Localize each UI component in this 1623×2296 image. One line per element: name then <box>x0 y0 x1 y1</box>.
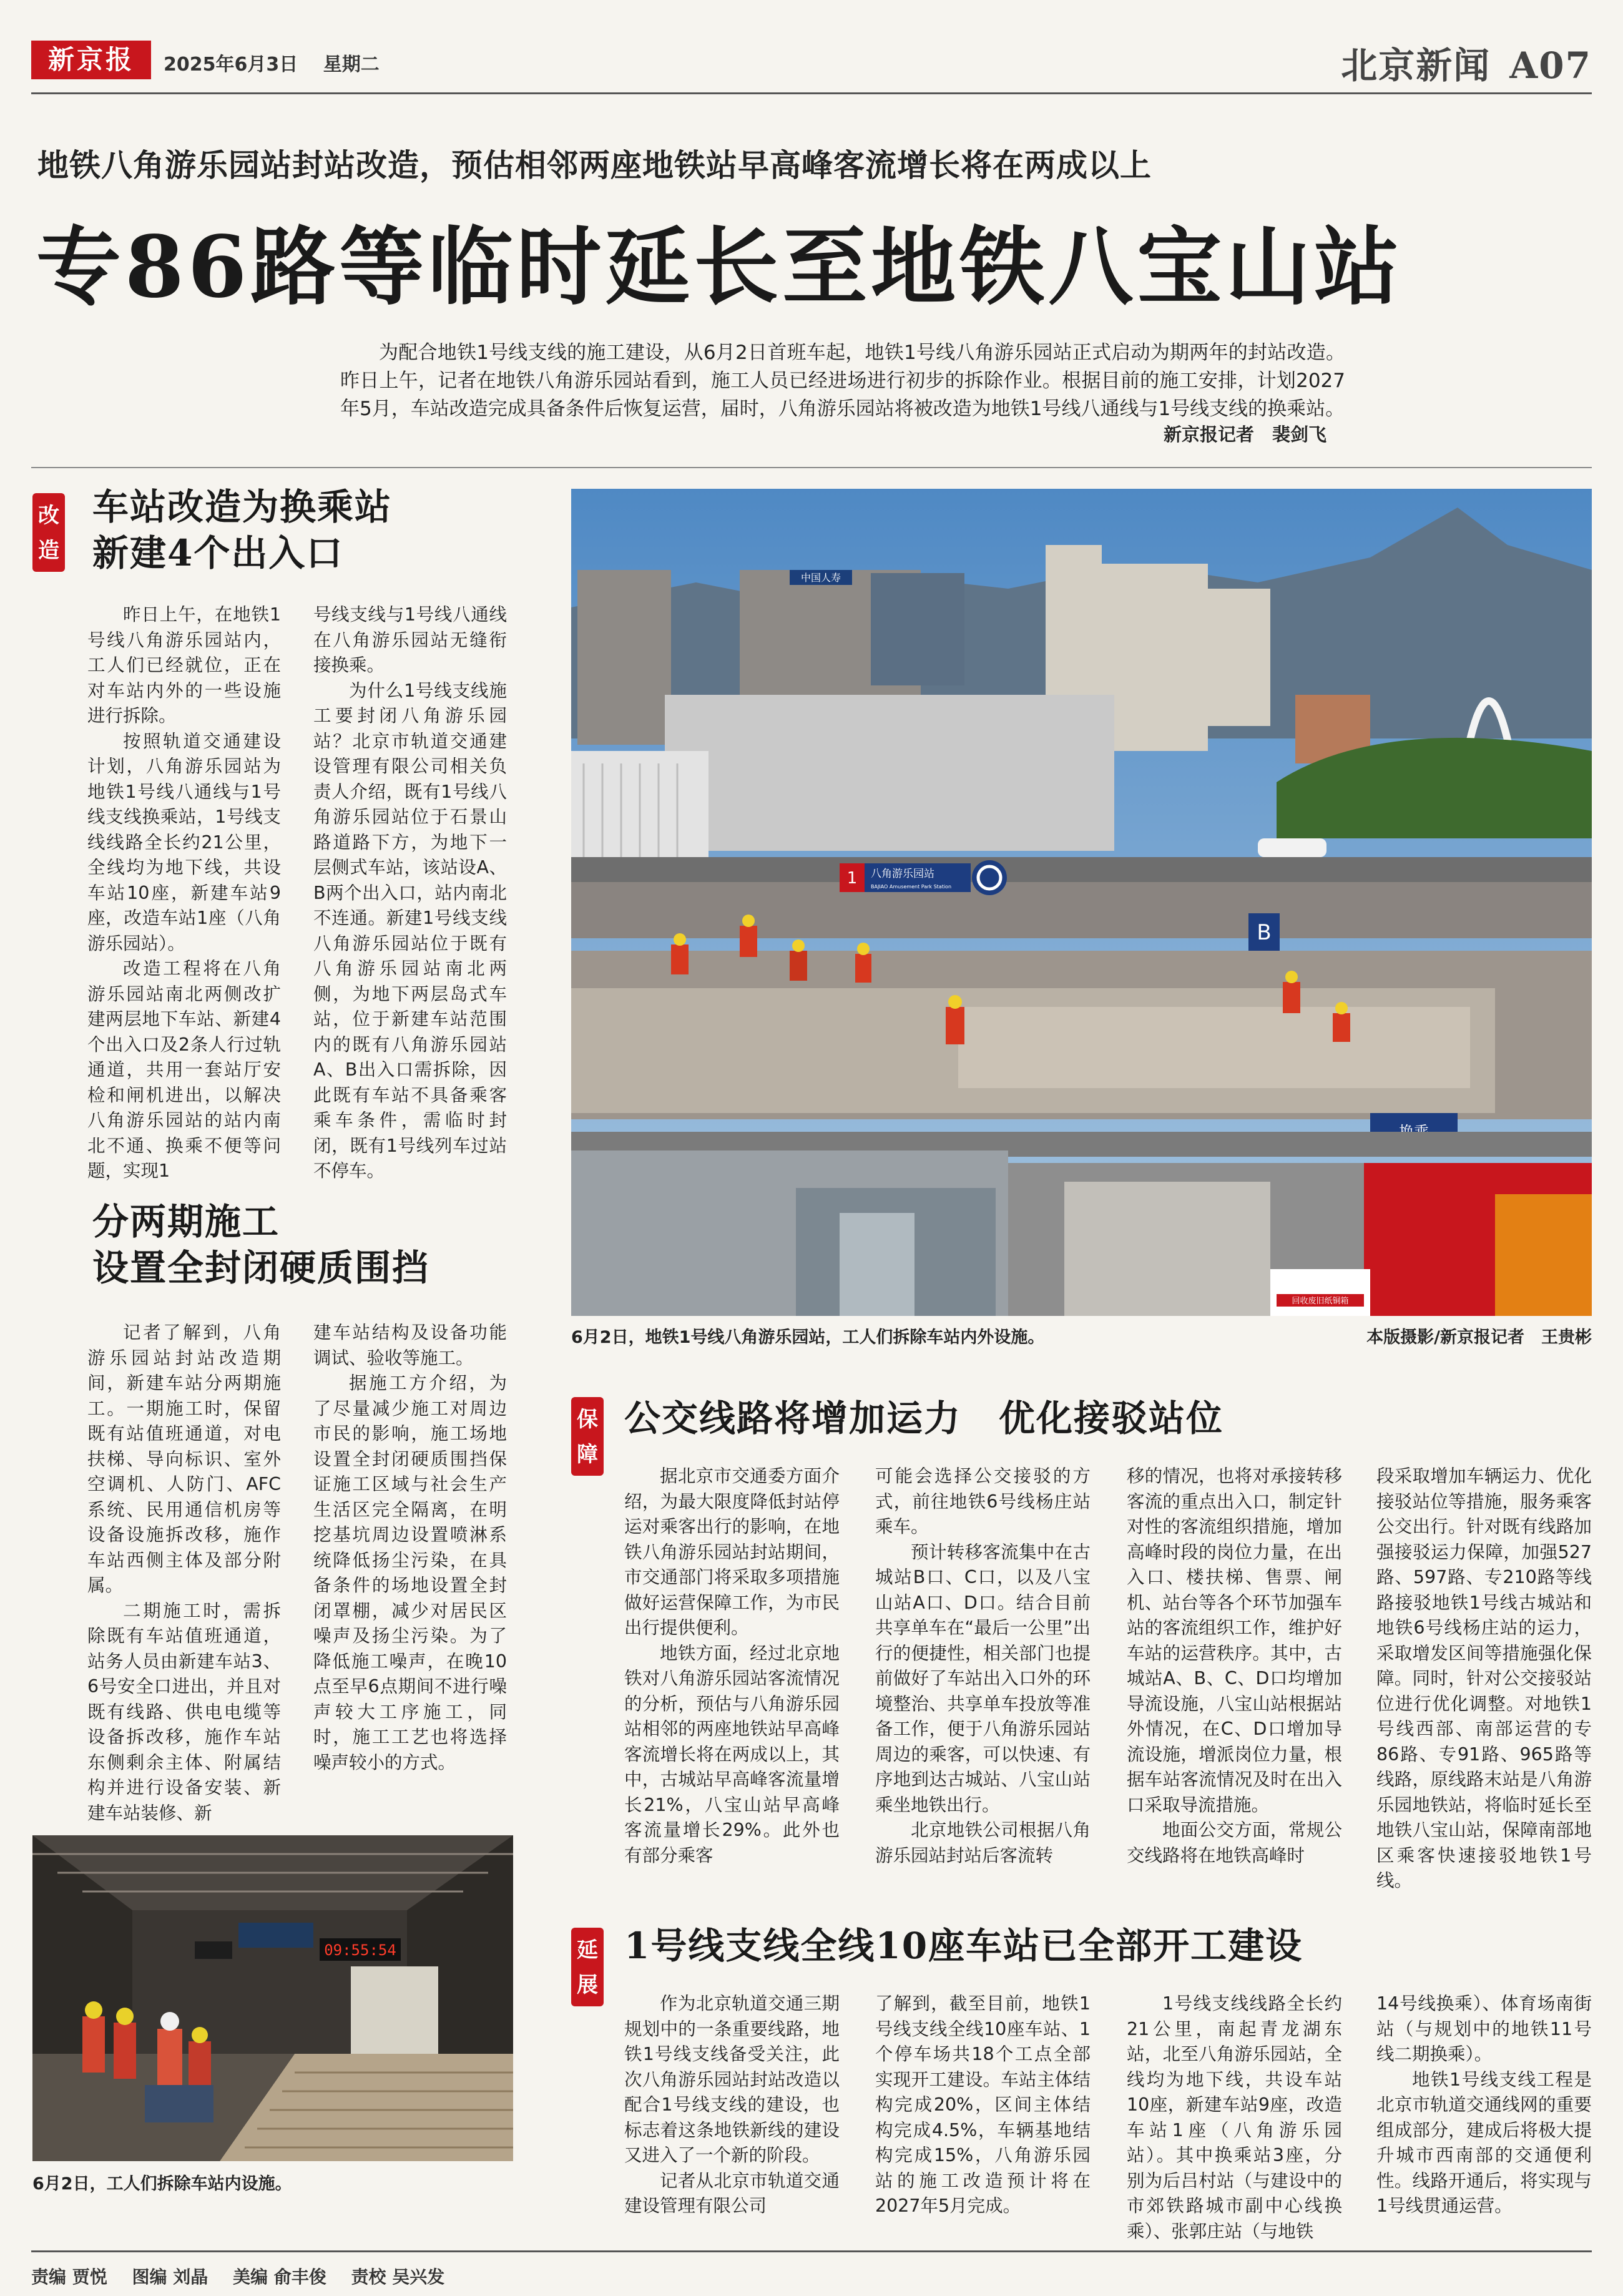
paragraph: 昨日上午，在地铁1号线八角游乐园站内，工人们已经就位，正在对车站内外的一些设施进行拆除。 <box>87 604 281 726</box>
section2-title-line2: 设置全封闭硬质围挡 <box>92 1247 430 1289</box>
section2-col2 <box>313 1320 507 1775</box>
headline-kicker: 地铁八角游乐园站封站改造，预估相邻两座地铁站早高峰客流增长将在两成以上 <box>37 147 1152 184</box>
paragraph: 可能会选择公交接驳的方式，前往地铁6号线杨庄站乘车。 <box>875 1466 1091 1537</box>
paragraph: 记者从北京市轨道交通建设管理有限公司 <box>624 2170 840 2216</box>
paragraph: 了解到，截至目前，地铁1号线支线全线10座车站、1个停车场共18个工点全部实现开工建设。车站主体结构完成20%，区间主体结构完成4.5%，车辆基地结构完成15%，八角游乐园站的施工改造预计将在2027年5月完成。 <box>875 1993 1091 2216</box>
paragraph: 14号线换乘）、体育场南街站（与规划中的地铁11号线二期换乘）。 <box>1376 1993 1592 2064</box>
section-tag-yanzhan: 延展 <box>571 1928 604 2006</box>
design-credit: 美编 俞丰俊 <box>233 2267 326 2287</box>
section1-title-line1: 车站改造为换乘站 <box>92 486 393 528</box>
byline: 新京报记者 裴剑飞 <box>1163 424 1326 445</box>
section4-col4 <box>1376 1991 1592 2219</box>
paragraph: 为什么1号线支线施工要封闭八角游乐园站？北京市轨道交通建设管理有限公司相关负责人介绍，既有1号线八角游乐园站位于石景山路道路下方，为地下一层侧式车站，该站设A、B两个出入口，站内南北不连通。新建1号线支线八角游乐园站位于既有八角游乐园站南北两侧，为地下两层岛式车站，位于新建车站范围内的既有八角游乐园站A、B出入口需拆除，因此既有车站不具备乘客乘车条件，需临时封闭，既有1号线列车过站不停车。 <box>313 680 507 1181</box>
paragraph: 二期施工时，需拆除既有车站值班通道，站务人员由新建车站3、6号安全口进出，并且对既有线路、供电电缆等设备拆改移，施作车站东侧剩余主体、附属结构并进行设备安装、新建车站装修、新 <box>87 1600 281 1823</box>
station-interior-illustration <box>32 1835 513 2161</box>
issue-date <box>164 49 398 76</box>
proof-credit: 责校 吴兴发 <box>351 2267 445 2287</box>
newspaper-logo: 新京报 <box>31 41 151 79</box>
section1-title-line2: 新建4个出入口 <box>92 532 344 574</box>
section2-title <box>92 1199 429 1291</box>
paragraph: 记者了解到，八角游乐园站封站改造期间，新建车站分两期施工。一期施工时，保留既有站值班通道，对电扶梯、导向标识、室外空调机、人防门、AFC系统、民用通信机房等设备设施拆改移，施作车站西侧主体及部分附属。 <box>87 1322 281 1596</box>
paragraph: 改造工程将在八角游乐园站南北两侧改扩建两层地下车站、新建4个出入口及2条人行过轨通道，共用一套站厅安检和闸机进出，以解决八角游乐园站的站内南北不通、换乘不便等问题，实现1 <box>87 958 281 1181</box>
station-interior-photo <box>32 1835 513 2161</box>
paragraph: 北京地铁公司根据八角游乐园站封站后客流转 <box>875 1820 1091 1866</box>
section4-col1 <box>624 1991 840 2219</box>
paragraph: 号线支线与1号线八通线在八角游乐园站无缝衔接换乘。 <box>313 604 507 675</box>
weekday-text: 星期二 <box>323 54 380 76</box>
paragraph: 建车站结构及设备功能调试、验收等施工。 <box>313 1322 507 1368</box>
small-photo-caption: 6月2日，工人们拆除车站内设施。 <box>32 2174 292 2194</box>
lead-paragraph: 为配合地铁1号线支线的施工建设，从6月2日首班车起，地铁1号线八角游乐园站正式启动为期两年的封站改造。昨日上午，记者在地铁八角游乐园站看到，施工人员已经进场进行初步的拆除作业。根据目前的施工安排，计划2027年5月，车站改造完成具备条件后恢复运营，届时，八角游乐园站将被改造为地铁1号线八通线与1号线支线的换乘站。 <box>340 341 1345 420</box>
editor-credit: 责编 贾悦 <box>31 2267 107 2287</box>
paragraph: 地面公交方面，常规公交线路将在地铁高峰时 <box>1127 1820 1342 1866</box>
editorial-credits <box>31 2264 463 2289</box>
footer-divider <box>31 2250 1592 2252</box>
section1-col2 <box>313 602 507 1184</box>
section3-col3 <box>1127 1464 1342 1868</box>
lead-divider <box>31 467 1592 468</box>
section-tag-baozhang: 保障 <box>571 1397 604 1476</box>
date-text: 2025年6月3日 <box>164 54 298 76</box>
paragraph: 作为北京轨道交通三期规划中的一条重要线路，地铁1号线支线备受关注，此次八角游乐园站封站改造以配合1号线支线的建设，也标志着这条地铁新线的建设又进入了一个新的阶段。 <box>624 1993 840 2166</box>
construction-site-illustration <box>571 489 1592 1316</box>
section3-title: 公交线路将增加运力 优化接驳站位 <box>624 1397 1224 1440</box>
section4-title: 1号线支线全线10座车站已全部开工建设 <box>624 1925 1303 1967</box>
section3-col2 <box>875 1464 1091 1868</box>
section3-col1 <box>624 1464 840 1868</box>
section-tag-gaizao: 改造 <box>32 493 65 572</box>
section2-col1 <box>87 1320 281 1826</box>
section4-col2 <box>875 1991 1091 2219</box>
line-number-sign: 1 <box>846 869 858 888</box>
section2-title-line1: 分两期施工 <box>92 1200 280 1243</box>
section3-col4 <box>1376 1464 1592 1894</box>
exit-b-sign: B <box>1257 920 1272 945</box>
graphics-credit: 图编 刘晶 <box>132 2267 208 2287</box>
section4-col3 <box>1127 1991 1342 2244</box>
paragraph: 据北京市交通委方面介绍，为最大限度降低封站停运对乘客出行的影响，在地铁八角游乐园站封站期间，市交通部门将采取多项措施做好运营保障工作，为市民出行提供便利。 <box>624 1466 840 1638</box>
photo-credit: 本版摄影/新京报记者 王贵彬 <box>1366 1328 1592 1347</box>
paragraph: 预计转移客流集中在古城站B口、C口，以及八宝山站A口、D口。结合目前共享单车在“最后一公里”出行的便捷性，相关部门也提前做好了车站出入口外的环境整治、共享单车投放等准备工作，便于八角游乐园站周边的乘客，可以快速、有序地到达古城站、八宝山站乘坐地铁出行。 <box>875 1541 1091 1815</box>
station-sign-en: BAJIAO Amusement Park Station <box>871 884 952 890</box>
paragraph: 段采取增加车辆运力、优化接驳站位等措施，服务乘客公交出行。针对既有线路加强接驳运力保障，加强527路、597路、专210路等线路接驳地铁1号线古城站和地铁6号线杨庄站的运力，采取增发区间等措施强化保障。同时，针对公交接驳站位进行优化调整。对地铁1号线西部、南部运营的专86路、专91路、965路等线路，原线路末站是八角游乐园地铁站，将临时延长至地铁八宝山站，保障南部地区乘客快速接驳地铁1号线。 <box>1376 1466 1592 1891</box>
section1-col1 <box>87 602 281 1184</box>
section1-title <box>92 484 392 576</box>
station-sign-cn: 八角游乐园站 <box>871 868 934 880</box>
masthead-divider <box>31 92 1592 94</box>
main-photo-caption: 6月2日，地铁1号线八角游乐园站，工人们拆除车站内外设施。 <box>571 1328 1045 1347</box>
section-header <box>1322 36 1592 89</box>
building-sign: 中国人寿 <box>800 572 841 584</box>
paragraph: 1号线支线线路全长约21公里，南起青龙湖东站，北至八角游乐园站，全线均为地下线，共设车站10座，新建车站9座，改造车站1座（八角游乐园站）。其中换乘站3座，分别为后吕村站（与建设中的市郊铁路城市副中心线换乘）、张郭庄站（与地铁 <box>1127 1993 1342 2242</box>
main-construction-photo <box>571 489 1592 1316</box>
page-number: A07 <box>1509 44 1592 87</box>
section-name: 北京新闻 <box>1341 44 1491 87</box>
paragraph: 地铁1号线支线工程是北京市轨道交通线网的重要组成部分，建成后将极大提升城市西南部的交通便利性。线路开通后，将实现与1号线贯通运营。 <box>1376 2069 1592 2216</box>
paragraph: 地铁方面，经过北京地铁对八角游乐园站客流情况的分析，预估与八角游乐园站相邻的两座地铁站早高峰客流增长将在两成以上，其中，古城站早高峰客流量增长21%，八宝山站早高峰客流量增长29%。此外也有部分乘客 <box>624 1642 840 1866</box>
paragraph: 据施工方介绍，为了尽量减少施工对周边市民的影响，施工场地设置全封闭硬质围挡保证施工区域与社会生产生活区完全隔离，在明挖基坑周边设置喷淋系统降低扬尘污染，在具备条件的场地设置全封闭罩棚，减少对居民区噪声及扬尘污染。为了降低施工噪声，在晚10点至早6点期间不进行噪声较大工序施工，同时，施工工艺也将选择噪声较小的方式。 <box>313 1373 507 1773</box>
paragraph: 移的情况，也将对承接转移客流的重点出入口，制定针对性的客流组织措施，增加高峰时段的岗位力量，在出入口、楼扶梯、售票、闸机、站台等各个环节加强车站的客流组织工作，维护好车站的运营秩序。其中，古城站A、B、C、D口均增加导流设施，八宝山站根据站外情况，在C、D口增加导流设施，增派岗位力量，根据车站客流情况及时在出入口采取导流措施。 <box>1127 1466 1342 1815</box>
truck-sign: 回收废旧纸铜箱 <box>1292 1297 1349 1306</box>
paragraph: 按照轨道交通建设计划，八角游乐园站为地铁1号线八通线与1号线支线换乘站，1号线支线线路全长约21公里，全线均为地下线，共设车站10座，新建车站9座，改造车站1座（八角游乐园站）。 <box>87 730 281 954</box>
countdown-timer: 09:55:54 <box>324 1941 396 1959</box>
headline-title: 专86路等临时延长至地铁八宝山站 <box>36 217 1403 317</box>
